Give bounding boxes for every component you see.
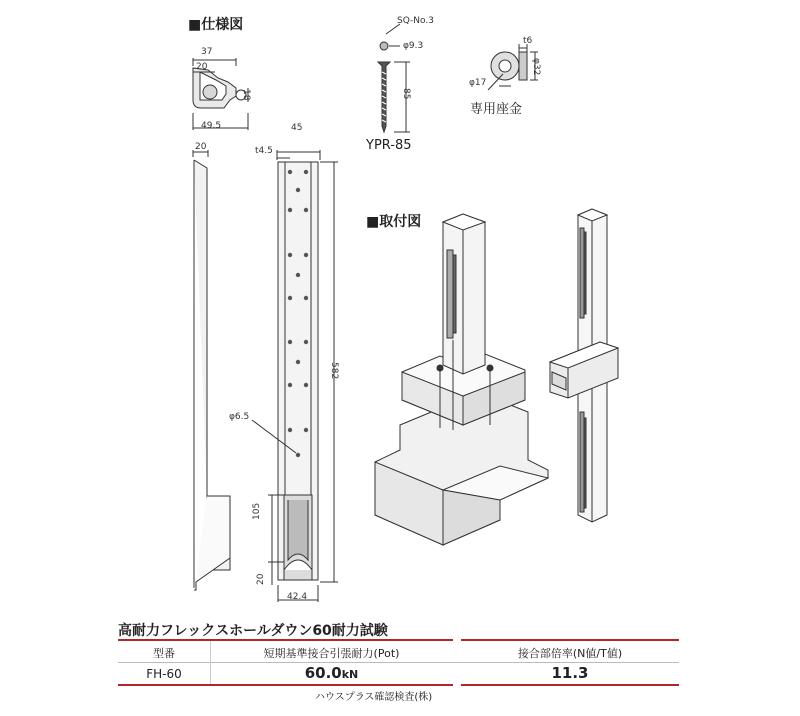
front-view-holdown (252, 150, 338, 602)
table-rule-left (118, 639, 453, 641)
dim-20-side: 20 (195, 142, 207, 152)
screw-name: YPR-85 (366, 138, 412, 153)
dim-hole-6-5: φ6.5 (229, 412, 250, 422)
install-heading: ■取付図 (366, 214, 422, 230)
dim-42-4: 42.4 (287, 592, 308, 602)
table-note: ハウスプラス確認検査(株) (315, 692, 433, 703)
table-cell-strength (210, 664, 453, 682)
screw-length: 85 (401, 88, 411, 100)
side-view-plate (193, 150, 230, 590)
dim-t4-5: t4.5 (255, 146, 273, 156)
screw-diameter: φ9.3 (403, 41, 424, 51)
table-header-model: 型番 (153, 647, 175, 660)
dim-45: 45 (291, 123, 303, 133)
washer-outer-dia: φ32 (531, 58, 541, 76)
spec-heading: ■仕様図 (188, 17, 244, 33)
table-rule-bottom-left (118, 684, 453, 686)
table-header-ratio: 接合部倍率(N値/T値) (517, 647, 623, 660)
dim-37: 37 (201, 47, 213, 57)
dim-20-top: 20 (196, 62, 208, 72)
install-diagram-beam (550, 209, 618, 522)
dim-18: 18 (241, 89, 251, 101)
table-row-divider (118, 662, 679, 663)
screw-sq-no: SQ-No.3 (397, 16, 434, 26)
washer-thickness: t6 (523, 36, 533, 46)
install-diagram-corner (375, 214, 548, 545)
strength-unit: kN (341, 668, 359, 681)
table-title: 高耐力フレックスホールダウン60耐力試験 (118, 623, 388, 639)
washer-inner-dia: φ17 (469, 78, 487, 88)
dim-49-5: 49.5 (201, 121, 222, 131)
table-rule-bottom-right (461, 684, 679, 686)
table-header-strength: 短期基準接合引張耐力(Pot) (263, 647, 400, 660)
table-cell-model: FH-60 (146, 667, 182, 681)
dim-105: 105 (252, 502, 262, 520)
table-rule-right (461, 639, 679, 641)
table-cell-ratio: 11.3 (551, 664, 589, 682)
dim-20-bottom: 20 (256, 573, 266, 585)
dim-582: 582 (329, 362, 339, 380)
washer-name: 専用座金 (470, 102, 523, 117)
strength-value: 60.0 (304, 664, 342, 682)
